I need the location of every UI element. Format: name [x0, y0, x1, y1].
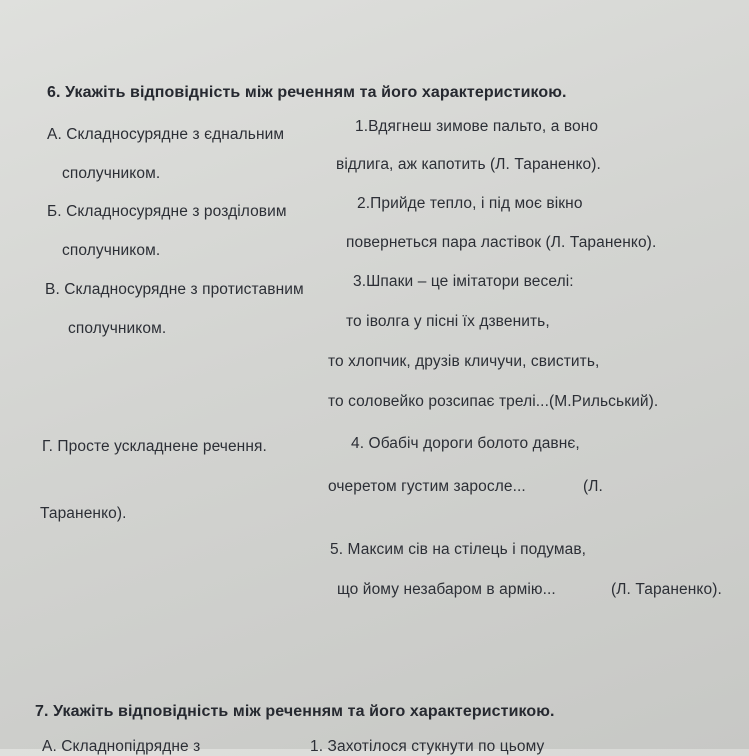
sentence-5-line-2: що йому незабаром в армію...	[337, 581, 556, 598]
option-v-line-2: сполучником.	[68, 320, 167, 337]
sentence-4-line-1: 4. Обабіч дороги болото давнє,	[351, 435, 580, 452]
task-7-title: 7. Укажіть відповідність між реченням та його характеристикою.	[35, 703, 555, 720]
sentence-4-line-2: очеретом густим заросле...	[328, 478, 526, 495]
sentence-2-line-2: повернеться пара ластівок (Л. Тараненко).	[346, 234, 657, 251]
sentence-1-line-2: відлига, аж капотить (Л. Тараненко).	[336, 156, 601, 173]
sentence-3-line-2: то іволга у пісні їх дзвенить,	[346, 313, 550, 330]
option-b-line-1: Б. Складносурядне з розділовим	[47, 203, 287, 220]
task-6-title: 6. Укажіть відповідність між реченням та його характеристикою.	[47, 84, 567, 101]
sentence-2-line-1: 2.Прийде тепло, і під моє вікно	[357, 195, 583, 212]
task-7-cut-option: А. Складнопідрядне з	[42, 738, 201, 755]
option-b-line-2: сполучником.	[62, 242, 161, 259]
sentence-1-line-1: 1.Вдягнеш зимове пальто, а воно	[355, 118, 599, 135]
option-g-line-1: Г. Просте ускладнене речення.	[42, 438, 267, 455]
option-g-line-2: Тараненко).	[40, 505, 127, 522]
sentence-5-author: (Л. Тараненко).	[611, 581, 722, 598]
sentence-3-line-4: то соловейко розсипає трелі...(М.Рильський).	[328, 393, 659, 410]
option-v-line-1: В. Складносурядне з протиставним	[45, 281, 304, 298]
sentence-3-line-3: то хлопчик, друзів кличучи, свистить,	[328, 353, 600, 370]
option-a-line-2: сполучником.	[62, 165, 161, 182]
sentence-5-line-1: 5. Максим сів на стілець і подумав,	[330, 541, 587, 558]
task-7-cut-sentence: 1. Захотілося стукнути по цьому	[310, 738, 545, 755]
sentence-3-line-1: 3.Шпаки – це імітатори веселі:	[353, 273, 574, 290]
sentence-4-author: (Л.	[583, 478, 603, 495]
option-a-line-1: А. Складносурядне з єднальним	[47, 126, 285, 143]
